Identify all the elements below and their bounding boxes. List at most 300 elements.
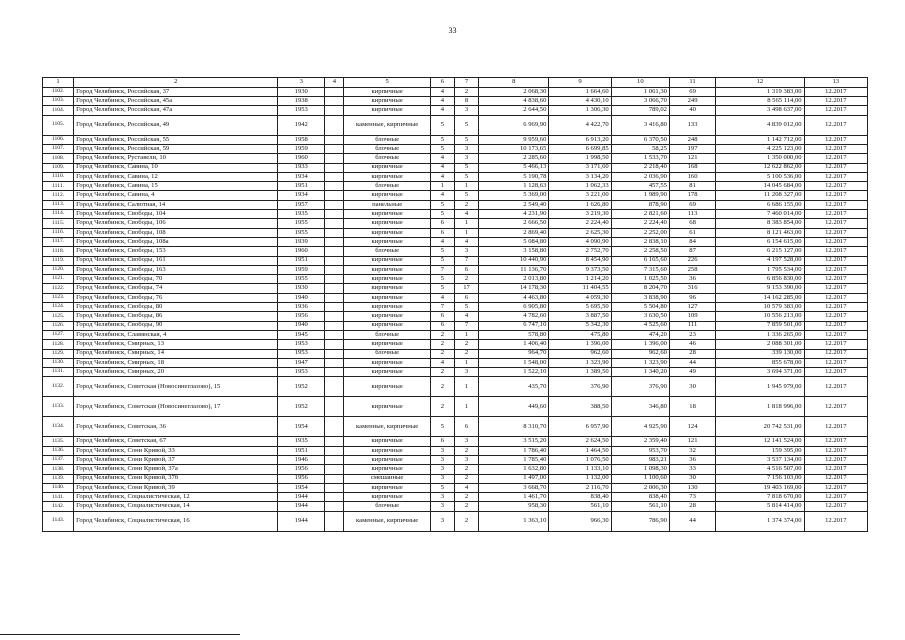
period-cell: 12.2017 [804,247,867,256]
year-cell: 1945 [278,330,325,339]
entrances-cell: 2 [454,465,478,474]
period-cell: 12.2017 [804,154,867,163]
wall-material-cell: кирпичные [344,437,430,446]
entrances-cell: 3 [454,144,478,153]
year-cell: 1951 [278,182,325,191]
cost-cell: 12 622 862,00 [716,163,804,172]
address-cell: Город Челябинск, Свободы, 163 [74,265,278,274]
row-number: 1138. [43,465,74,474]
residents-cell: 28 [669,349,715,358]
housing-registry-table [42,77,868,532]
table-row [43,135,868,144]
total-area-cell: 4 231,90 [479,210,549,219]
address-cell: Город Челябинск, Российская, 47а [74,106,278,115]
table-row [43,115,868,135]
address-cell: Город Челябинск, Сони Кривой, 37б [74,474,278,483]
total-area-cell: 958,30 [479,502,549,511]
cost-cell: 19 403 169,00 [716,483,804,492]
period-cell: 12.2017 [804,293,867,302]
total-area-cell: 578,80 [479,330,549,339]
living-area-cell: 1 323,90 [549,358,611,367]
period-cell: 12.2017 [804,349,867,358]
entrances-cell: 1 [454,358,478,367]
residents-cell: 84 [669,237,715,246]
residential-area-cell: 376,90 [611,377,669,397]
cost-cell: 1 818 996,00 [716,397,804,417]
residential-area-cell: 457,55 [611,182,669,191]
residents-cell: 133 [669,115,715,135]
wall-material-cell: кирпичные [344,446,430,455]
table-row [43,228,868,237]
living-area-cell: 1 664,60 [549,87,611,96]
cost-cell: 3 694 371,00 [716,368,804,377]
period-cell: 12.2017 [804,228,867,237]
wall-material-cell: кирпичные [344,163,430,172]
cost-cell: 1 795 534,00 [716,265,804,274]
residents-cell: 28 [669,502,715,511]
row-number: 1117. [43,237,74,246]
wall-material-cell: кирпичные [344,340,430,349]
residents-cell: 124 [669,417,715,437]
residential-area-cell: 2 258,50 [611,247,669,256]
total-area-cell: 964,70 [479,349,549,358]
living-area-cell: 11 404,55 [549,284,611,293]
period-cell: 12.2017 [804,368,867,377]
row-number: 1142. [43,502,74,511]
row-number: 1124. [43,303,74,312]
living-area-cell: 1 464,50 [549,446,611,455]
residential-area-cell: 962,60 [611,349,669,358]
floors-cell: 4 [430,87,454,96]
year-cell: 1930 [278,87,325,96]
empty-cell [325,368,344,377]
living-area-cell: 838,40 [549,493,611,502]
footer-divider [0,634,240,635]
residential-area-cell: 1 100,60 [611,474,669,483]
empty-cell [325,265,344,274]
floors-cell: 7 [430,303,454,312]
floors-cell: 5 [430,200,454,209]
wall-material-cell: смешанные [344,474,430,483]
residential-area-cell: 1 025,50 [611,275,669,284]
empty-cell [325,106,344,115]
living-area-cell: 2 116,70 [549,483,611,492]
residential-area-cell: 3 630,50 [611,312,669,321]
year-cell: 1960 [278,247,325,256]
address-cell: Город Челябинск, Социалистическая, 16 [74,511,278,531]
total-area-cell: 2 869,40 [479,228,549,237]
floors-cell: 6 [430,312,454,321]
total-area-cell: 2 549,40 [479,200,549,209]
residents-cell: 113 [669,210,715,219]
header-row [43,78,868,88]
period-cell: 12.2017 [804,511,867,531]
period-cell: 12.2017 [804,115,867,135]
row-number: 1135. [43,437,74,446]
residents-cell: 87 [669,247,715,256]
living-area-cell: 2 752,70 [549,247,611,256]
year-cell: 1944 [278,511,325,531]
period-cell: 12.2017 [804,97,867,106]
floors-cell: 4 [430,191,454,200]
empty-cell [325,456,344,465]
row-number: 1105. [43,115,74,135]
row-number: 1137. [43,456,74,465]
table-row [43,293,868,302]
wall-material-cell: кирпичные [344,321,430,330]
empty-cell [325,437,344,446]
wall-material-cell: кирпичные [344,87,430,96]
total-area-cell: 1 128,63 [479,182,549,191]
floors-cell: 6 [430,437,454,446]
row-number: 1127. [43,330,74,339]
year-cell: 1938 [278,97,325,106]
residents-cell: 73 [669,493,715,502]
table-body [43,78,868,532]
period-cell: 12.2017 [804,275,867,284]
entrances-cell: 5 [454,163,478,172]
row-number: 1140. [43,483,74,492]
total-area-cell: 1 363,10 [479,511,549,531]
residents-cell: 130 [669,483,715,492]
residents-cell: 121 [669,154,715,163]
floors-cell: 4 [430,106,454,115]
empty-cell [325,483,344,492]
row-number: 1109. [43,163,74,172]
header-cell: 7 [454,78,478,88]
empty-cell [325,191,344,200]
cost-cell: 20 742 531,00 [716,417,804,437]
living-area-cell: 4 430,10 [549,97,611,106]
period-cell: 12.2017 [804,417,867,437]
period-cell: 12.2017 [804,437,867,446]
living-area-cell: 1 133,10 [549,465,611,474]
wall-material-cell: кирпичные [344,237,430,246]
table-row [43,191,868,200]
cost-cell: 12 141 524,00 [716,437,804,446]
row-number: 1118. [43,247,74,256]
residents-cell: 121 [669,437,715,446]
wall-material-cell: блочные [344,135,430,144]
living-area-cell: 1 998,50 [549,154,611,163]
residential-area-cell: 2 359,40 [611,437,669,446]
row-number: 1132. [43,377,74,397]
total-area-cell: 10 440,90 [479,256,549,265]
living-area-cell: 1 626,80 [549,200,611,209]
residents-cell: 68 [669,219,715,228]
residential-area-cell: 2 252,00 [611,228,669,237]
residential-area-cell: 8 204,70 [611,284,669,293]
entrances-cell: 5 [454,135,478,144]
cost-cell: 855 678,00 [716,358,804,367]
period-cell: 12.2017 [804,265,867,274]
wall-material-cell: блочные [344,247,430,256]
entrances-cell: 6 [454,293,478,302]
residential-area-cell: 2 006,30 [611,483,669,492]
entrances-cell: 6 [454,265,478,274]
row-number: 1120. [43,265,74,274]
residential-area-cell: 1 323,90 [611,358,669,367]
entrances-cell: 6 [454,417,478,437]
table-row [43,237,868,246]
total-area-cell: 4 463,80 [479,293,549,302]
residential-area-cell: 2 224,40 [611,219,669,228]
address-cell: Город Челябинск, Свободы, 153 [74,247,278,256]
address-cell: Город Челябинск, Свободы, 80 [74,303,278,312]
table-row [43,87,868,96]
year-cell: 1955 [278,228,325,237]
living-area-cell: 3 887,50 [549,312,611,321]
total-area-cell: 2 068,30 [479,87,549,96]
living-area-cell: 3 171,60 [549,163,611,172]
address-cell: Город Челябинск, Российская, 37 [74,87,278,96]
period-cell: 12.2017 [804,312,867,321]
row-number: 1126. [43,321,74,330]
empty-cell [325,115,344,135]
address-cell: Город Челябинск, Свободы, 70 [74,275,278,284]
residential-area-cell: 2 838,10 [611,237,669,246]
wall-material-cell: кирпичные [344,483,430,492]
entrances-cell: 3 [454,154,478,163]
period-cell: 12.2017 [804,172,867,181]
table-row [43,358,868,367]
table-row [43,256,868,265]
floors-cell: 1 [430,182,454,191]
residents-cell: 36 [669,456,715,465]
residential-area-cell: 6 370,50 [611,135,669,144]
row-number: 1130. [43,358,74,367]
table-row [43,210,868,219]
year-cell: 1944 [278,502,325,511]
row-number: 1129. [43,349,74,358]
cost-cell: 10 556 213,00 [716,312,804,321]
entrances-cell: 2 [454,87,478,96]
year-cell: 1944 [278,493,325,502]
empty-cell [325,144,344,153]
address-cell: Город Челябинск, Савина, 12 [74,172,278,181]
residential-area-cell: 474,20 [611,330,669,339]
living-area-cell: 966,30 [549,511,611,531]
address-cell: Город Челябинск, Савина, 15 [74,182,278,191]
floors-cell: 5 [430,256,454,265]
cost-cell: 1 374 374,00 [716,511,804,531]
table-row [43,106,868,115]
wall-material-cell: кирпичные [344,312,430,321]
address-cell: Город Челябинск, Смирных, 13 [74,340,278,349]
residents-cell: 249 [669,97,715,106]
total-area-cell: 5 190,78 [479,172,549,181]
address-cell: Город Челябинск, Савина, 10 [74,163,278,172]
entrances-cell: 2 [454,502,478,511]
cost-cell: 14 045 684,00 [716,182,804,191]
wall-material-cell: кирпичные [344,265,430,274]
entrances-cell: 5 [454,115,478,135]
empty-cell [325,417,344,437]
entrances-cell: 5 [454,191,478,200]
residents-cell: 36 [669,275,715,284]
address-cell: Город Челябинск, Сони Кривой, 33 [74,446,278,455]
empty-cell [325,154,344,163]
year-cell: 1953 [278,368,325,377]
entrances-cell: 4 [454,210,478,219]
wall-material-cell: кирпичные [344,397,430,417]
row-number: 1113. [43,200,74,209]
living-area-cell: 1 132,00 [549,474,611,483]
living-area-cell: 1 062,33 [549,182,611,191]
residential-area-cell: 878,90 [611,200,669,209]
wall-material-cell: блочные [344,349,430,358]
total-area-cell: 5 369,00 [479,191,549,200]
cost-cell: 4 839 012,00 [716,115,804,135]
floors-cell: 2 [430,397,454,417]
header-cell: 3 [278,78,325,88]
address-cell: Город Челябинск, Советская (Новосинеглазово), 15 [74,377,278,397]
floors-cell: 4 [430,163,454,172]
floors-cell: 4 [430,293,454,302]
table-row [43,144,868,153]
cost-cell: 8 121 463,00 [716,228,804,237]
empty-cell [325,135,344,144]
residents-cell: 69 [669,87,715,96]
empty-cell [325,377,344,397]
empty-cell [325,97,344,106]
residents-cell: 111 [669,321,715,330]
table-row [43,200,868,209]
total-area-cell: 435,70 [479,377,549,397]
entrances-cell: 5 [454,172,478,181]
total-area-cell: 3 668,70 [479,483,549,492]
living-area-cell: 5 342,30 [549,321,611,330]
residents-cell: 33 [669,465,715,474]
residents-cell: 81 [669,182,715,191]
residential-area-cell: 4 525,60 [611,321,669,330]
entrances-cell: 4 [454,312,478,321]
living-area-cell: 962,60 [549,349,611,358]
residents-cell: 258 [669,265,715,274]
total-area-cell: 2 285,60 [479,154,549,163]
floors-cell: 4 [430,172,454,181]
row-number: 1134. [43,417,74,437]
cost-cell: 5 100 536,00 [716,172,804,181]
period-cell: 12.2017 [804,483,867,492]
row-number: 1102. [43,87,74,96]
year-cell: 1952 [278,397,325,417]
empty-cell [325,87,344,96]
address-cell: Город Челябинск, Савина, 4 [74,191,278,200]
wall-material-cell: каменные, кирпичные [344,115,430,135]
total-area-cell: 1 406,40 [479,340,549,349]
cost-cell: 4 225 123,00 [716,144,804,153]
total-area-cell: 1 632,80 [479,465,549,474]
living-area-cell: 388,50 [549,397,611,417]
table-row [43,368,868,377]
total-area-cell: 2 644,50 [479,106,549,115]
period-cell: 12.2017 [804,340,867,349]
table-row [43,154,868,163]
year-cell: 1933 [278,163,325,172]
residents-cell: 109 [669,312,715,321]
empty-cell [325,210,344,219]
empty-cell [325,511,344,531]
empty-cell [325,200,344,209]
table-row [43,483,868,492]
row-number: 1112. [43,191,74,200]
address-cell: Город Челябинск, Славянская, 4 [74,330,278,339]
address-cell: Город Челябинск, Советская, 67 [74,437,278,446]
header-cell: 10 [611,78,669,88]
header-cell: 2 [74,78,278,88]
table-row [43,219,868,228]
cost-cell: 1 945 979,00 [716,377,804,397]
total-area-cell: 1 785,40 [479,456,549,465]
empty-cell [325,493,344,502]
floors-cell: 4 [430,154,454,163]
year-cell: 1953 [278,106,325,115]
empty-cell [325,465,344,474]
residential-area-cell: 561,10 [611,502,669,511]
living-area-cell: 376,90 [549,377,611,397]
residential-area-cell: 2 036,90 [611,172,669,181]
year-cell: 1953 [278,349,325,358]
cost-cell: 339 130,00 [716,349,804,358]
row-number: 1143. [43,511,74,531]
empty-cell [325,349,344,358]
year-cell: 1955 [278,275,325,284]
residential-area-cell: 3 838,90 [611,293,669,302]
header-cell: 1 [43,78,74,88]
living-area-cell: 6 957,90 [549,417,611,437]
empty-cell [325,358,344,367]
row-number: 1139. [43,474,74,483]
year-cell: 1947 [278,358,325,367]
residential-area-cell: 2 821,60 [611,210,669,219]
living-area-cell: 3 134,20 [549,172,611,181]
residential-area-cell: 1 340,20 [611,368,669,377]
table-row [43,417,868,437]
total-area-cell: 8 310,70 [479,417,549,437]
empty-cell [325,446,344,455]
table-row [43,397,868,417]
floors-cell: 5 [430,210,454,219]
floors-cell: 5 [430,417,454,437]
wall-material-cell: блочные [344,330,430,339]
table-row [43,97,868,106]
period-cell: 12.2017 [804,446,867,455]
entrances-cell: 4 [454,237,478,246]
floors-cell: 3 [430,446,454,455]
period-cell: 12.2017 [804,493,867,502]
table-row [43,172,868,181]
period-cell: 12.2017 [804,284,867,293]
floors-cell: 6 [430,321,454,330]
table-row [43,465,868,474]
living-area-cell: 3 221,00 [549,191,611,200]
row-number: 1133. [43,397,74,417]
wall-material-cell: кирпичные [344,219,430,228]
row-number: 1122. [43,284,74,293]
total-area-cell: 1 522,10 [479,368,549,377]
residents-cell: 32 [669,446,715,455]
floors-cell: 6 [430,228,454,237]
period-cell: 12.2017 [804,256,867,265]
address-cell: Город Челябинск, Салютная, 14 [74,200,278,209]
wall-material-cell: кирпичные [344,303,430,312]
table-row [43,349,868,358]
floors-cell: 5 [430,144,454,153]
floors-cell: 5 [430,135,454,144]
residents-cell: 178 [669,191,715,200]
living-area-cell: 8 454,90 [549,256,611,265]
